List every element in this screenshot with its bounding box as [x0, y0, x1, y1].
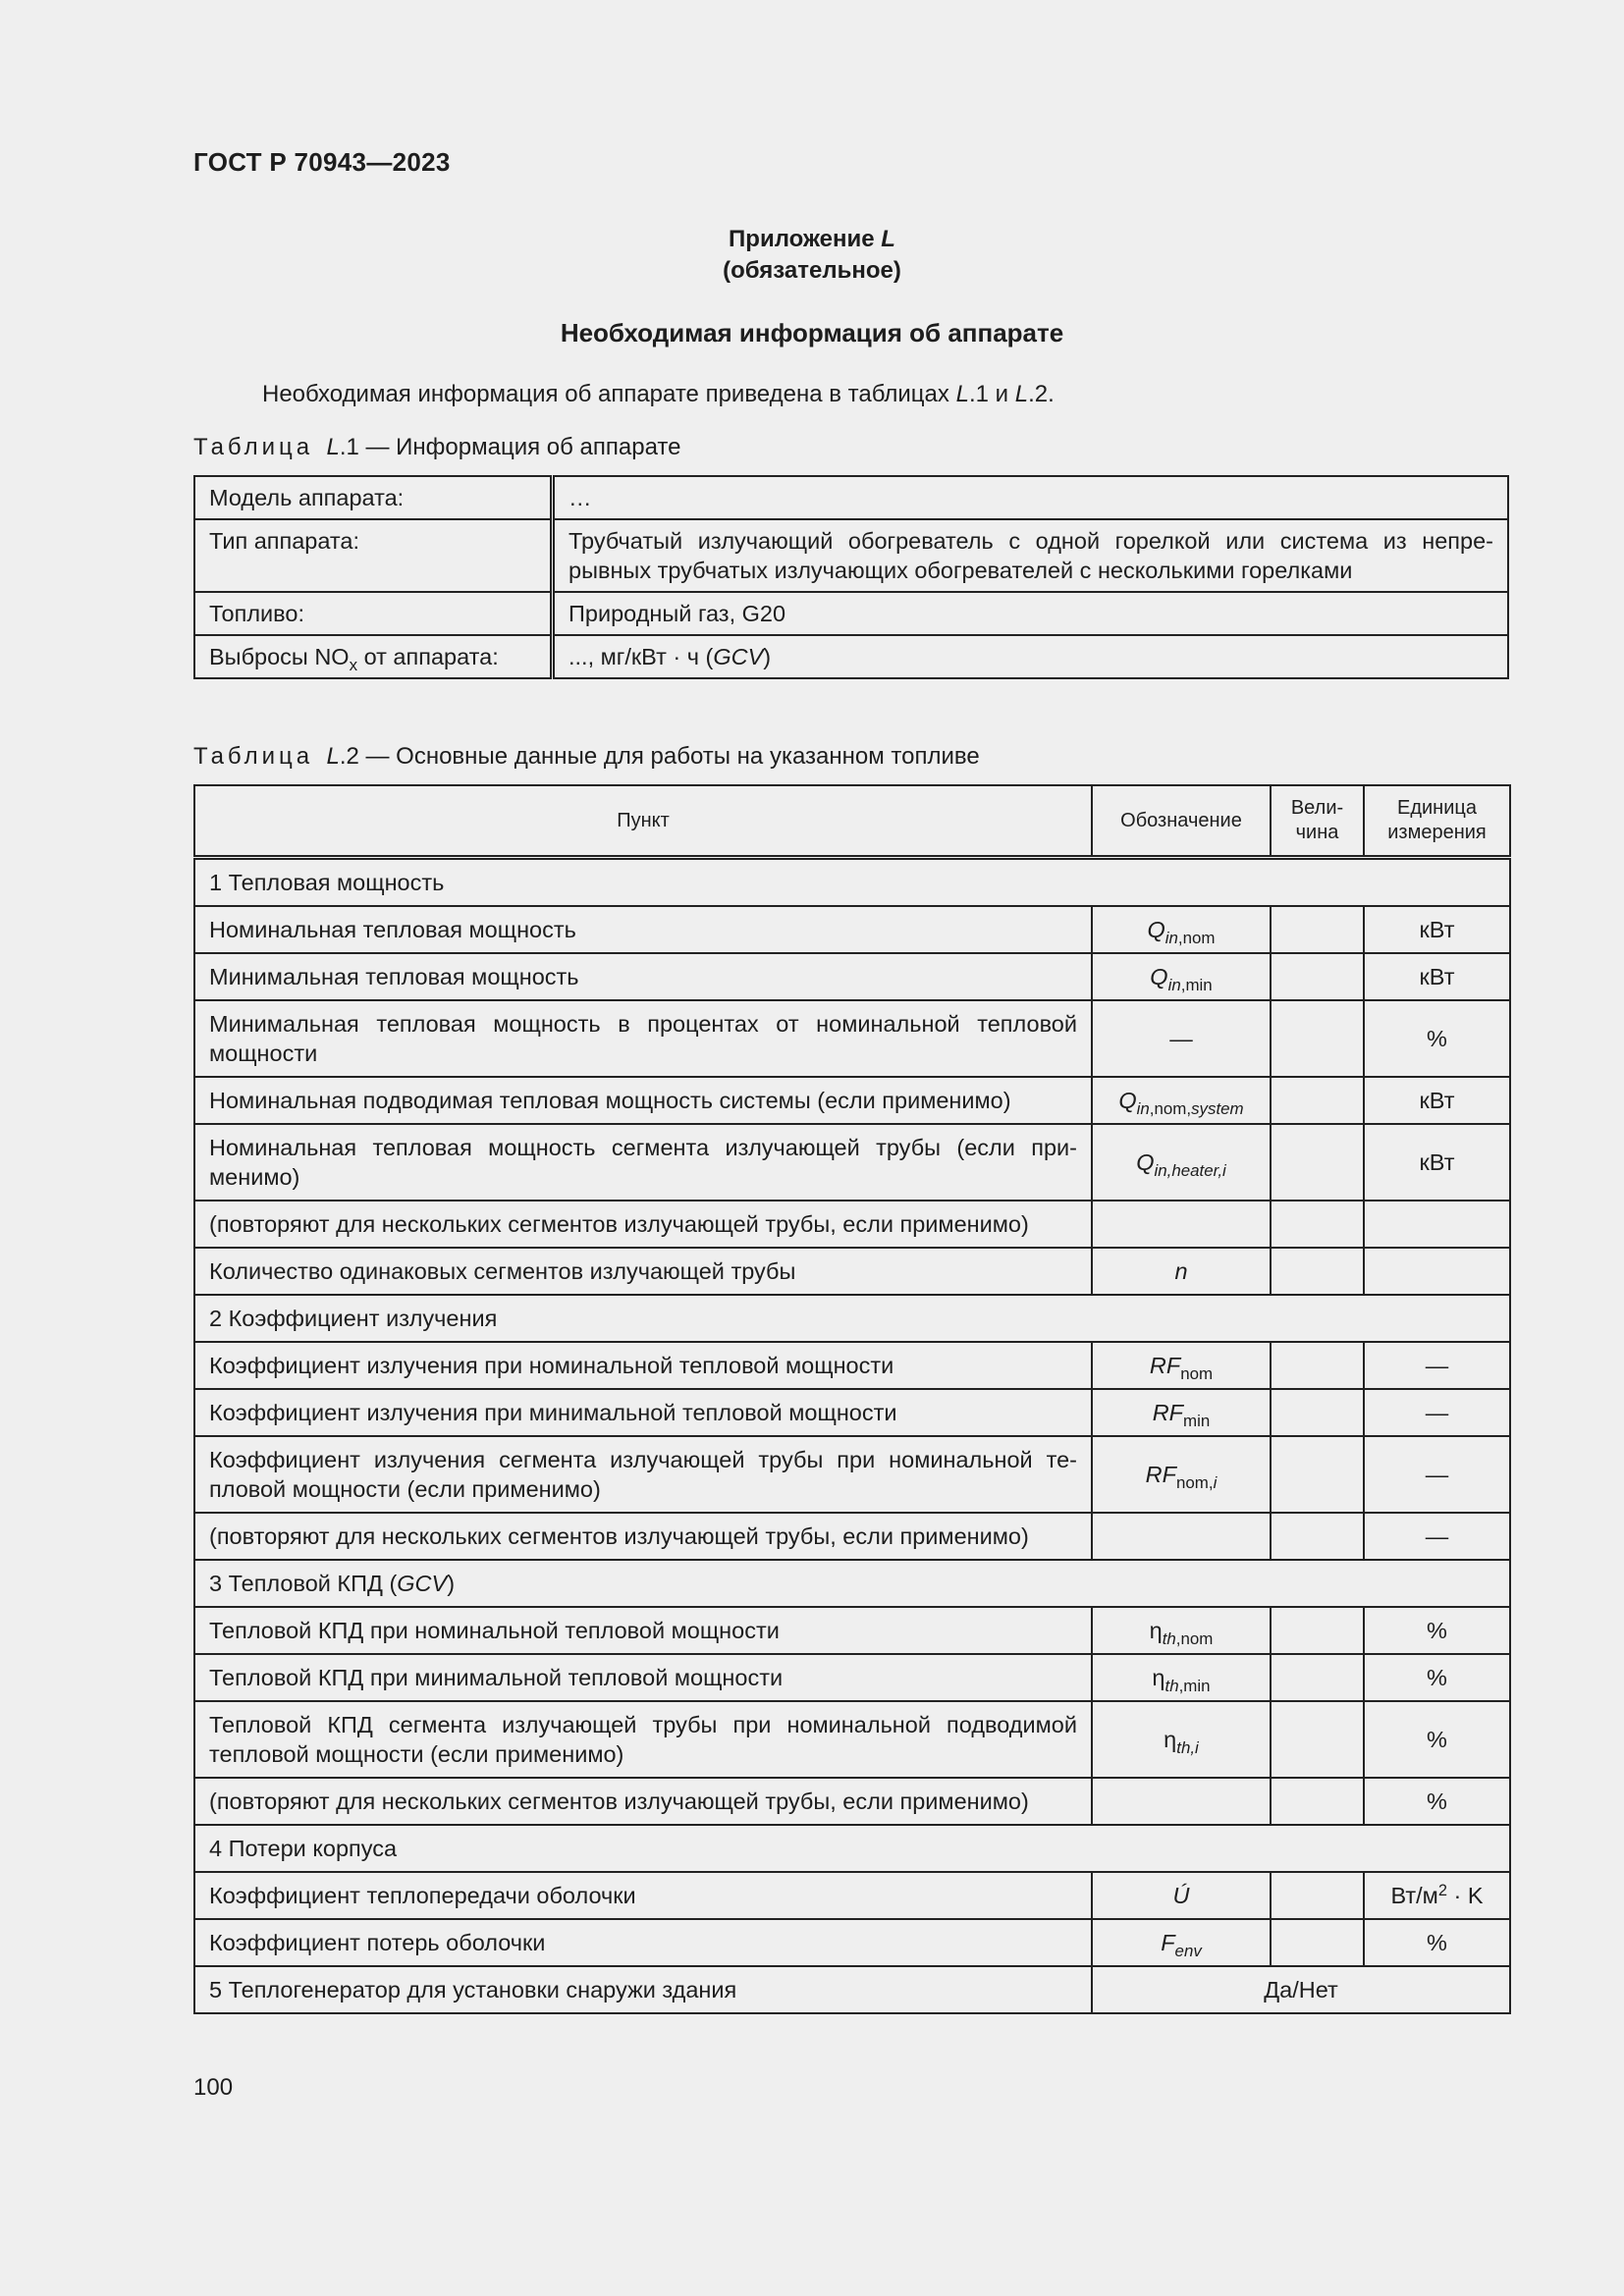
symbol-cell: $F_{env}$ [1092, 1919, 1271, 1966]
symbol-cell [1092, 1778, 1271, 1825]
item-cell: Тепловой КПД при минимальной тепловой мощности [194, 1654, 1092, 1701]
unit-cell: % [1364, 1778, 1510, 1825]
unit-cell: — [1364, 1342, 1510, 1389]
table-row [194, 635, 1508, 678]
symbol-cell: $Q_{in,nom,system}$ [1092, 1077, 1271, 1124]
value-cell [1271, 1919, 1364, 1966]
unit-cell: — [1364, 1389, 1510, 1436]
value-cell [1271, 1513, 1364, 1560]
section-title: 1 Тепловая мощность [194, 858, 1510, 907]
item-cell: Минимальная тепловая мощность [194, 953, 1092, 1000]
table-row [194, 1201, 1510, 1248]
value-cell [1271, 1077, 1364, 1124]
table-row [194, 1342, 1510, 1389]
column-header-unit: Единица измерения [1364, 785, 1510, 858]
table-row [194, 1077, 1510, 1124]
symbol-cell [1092, 1201, 1271, 1248]
table-row [194, 1124, 1510, 1201]
symbol-cell: Ú [1092, 1872, 1271, 1919]
item-cell: (повторяют для нескольких сегментов излучающей трубы, если применимо) [194, 1201, 1092, 1248]
section-title: 5 Теплогенератор для установки снаружи здания [194, 1966, 1092, 2013]
table-cell: Модель аппарата: [194, 476, 553, 519]
table-row [194, 1389, 1510, 1436]
symbol-cell: $Q_{in,nom}$ [1092, 906, 1271, 953]
unit-cell [1364, 1248, 1510, 1295]
value-cell [1271, 1654, 1364, 1701]
appendix-title: Приложение L [729, 226, 895, 252]
table-cell: Тип аппарата: [194, 519, 553, 592]
item-cell: Тепловой КПД при номинальной тепловой мощности [194, 1607, 1092, 1654]
item-cell: Номинальная подводимая тепловая мощность системы (если применимо) [194, 1077, 1092, 1124]
unit-cell: % [1364, 1607, 1510, 1654]
unit-cell: % [1364, 1919, 1510, 1966]
table-row [194, 519, 1508, 592]
value-cell [1271, 1000, 1364, 1077]
table-row [194, 1436, 1510, 1513]
value-cell [1271, 906, 1364, 953]
value-cell [1271, 1124, 1364, 1201]
column-header-value: Вели- чина [1271, 785, 1364, 858]
item-cell: (повторяют для нескольких сегментов излучающей трубы, если применимо) [194, 1513, 1092, 1560]
item-cell: Количество одинаковых сегментов излучающей трубы [194, 1248, 1092, 1295]
item-cell: Коэффициент излучения при минимальной тепловой мощности [194, 1389, 1092, 1436]
column-header-symbol: Обозначение [1092, 785, 1271, 858]
symbol-cell: $RF_{min}$ [1092, 1389, 1271, 1436]
table-row [194, 1919, 1510, 1966]
page-number: 100 [193, 2074, 234, 2101]
table-row [194, 953, 1510, 1000]
table-row [194, 1872, 1510, 1919]
section-row [194, 1560, 1510, 1607]
table-row [194, 1778, 1510, 1825]
table-row [194, 1701, 1510, 1778]
section-title: 3 Тепловой КПД (GCV) [194, 1560, 1510, 1607]
item-cell: Коэффициент излучения при номинальной тепловой мощности [194, 1342, 1092, 1389]
unit-cell: $Вт/м^2 \cdot K$ [1364, 1872, 1510, 1919]
unit-cell: кВт [1364, 1124, 1510, 1201]
intro-paragraph: Необходимая информация об аппарате приведена в таблицах L.1 и L.2. [262, 381, 1055, 407]
unit-cell: — [1364, 1436, 1510, 1513]
symbol-cell: $\eta_{th,nom}$ [1092, 1607, 1271, 1654]
value-cell [1271, 1701, 1364, 1778]
unit-cell: кВт [1364, 1077, 1510, 1124]
table-cell: Топливо: [194, 592, 553, 635]
table-cell: Трубчатый излучающий обогреватель с одной горелкой или система из непре-рывных трубчатых излучающих обогревателей с несколькими горелками [553, 519, 1509, 592]
table-l1 [193, 475, 1509, 679]
table-row [194, 476, 1508, 519]
item-cell: (повторяют для нескольких сегментов излучающей трубы, если применимо) [194, 1778, 1092, 1825]
table-row [194, 1654, 1510, 1701]
unit-cell: кВт [1364, 953, 1510, 1000]
item-cell: Номинальная тепловая мощность [194, 906, 1092, 953]
symbol-cell: $\eta_{th,min}$ [1092, 1654, 1271, 1701]
value-cell [1271, 1389, 1364, 1436]
symbol-cell [1092, 1513, 1271, 1560]
table-l2-caption: Таблица L.2 — Основные данные для работы на указанном топливе [193, 743, 980, 770]
section-row [194, 1295, 1510, 1342]
value-cell [1271, 953, 1364, 1000]
value-cell [1271, 1248, 1364, 1295]
yes-no-cell: Да/Нет [1092, 1966, 1510, 2013]
symbol-cell: n [1092, 1248, 1271, 1295]
unit-cell: — [1364, 1513, 1510, 1560]
table-row [194, 1607, 1510, 1654]
item-cell: Коэффициент излучения сегмента излучающей трубы при номинальной те-пловой мощности (если применимо) [194, 1436, 1092, 1513]
table-row [194, 1000, 1510, 1077]
appendix-status: (обязательное) [723, 257, 901, 284]
table-header-row [194, 785, 1510, 858]
unit-cell: % [1364, 1654, 1510, 1701]
value-cell [1271, 1607, 1364, 1654]
value-cell [1271, 1201, 1364, 1248]
table-cell: Природный газ, G20 [553, 592, 1509, 635]
column-header-item: Пункт [194, 785, 1092, 858]
item-cell: Коэффициент потерь оболочки [194, 1919, 1092, 1966]
table-l2 [193, 784, 1511, 2014]
value-cell [1271, 1778, 1364, 1825]
unit-cell: кВт [1364, 906, 1510, 953]
symbol-cell: $\eta_{th,i}$ [1092, 1701, 1271, 1778]
section-title: 2 Коэффициент излучения [194, 1295, 1510, 1342]
item-cell: Коэффициент теплопередачи оболочки [194, 1872, 1092, 1919]
symbol-cell: $Q_{in,min}$ [1092, 953, 1271, 1000]
section-heading: Необходимая информация об аппарате [560, 318, 1064, 347]
table-row [194, 906, 1510, 953]
value-cell [1271, 1436, 1364, 1513]
section-row [194, 1966, 1510, 2013]
section-row [194, 858, 1510, 907]
section-title: 4 Потери корпуса [194, 1825, 1510, 1872]
item-cell: Тепловой КПД сегмента излучающей трубы при номинальной подводимой тепловой мощности (если применимо) [194, 1701, 1092, 1778]
item-cell: Минимальная тепловая мощность в процентах от номинальной тепловой мощности [194, 1000, 1092, 1077]
table-row [194, 592, 1508, 635]
table-row [194, 1513, 1510, 1560]
table-row [194, 1248, 1510, 1295]
table-cell: Выбросы $NO_x$ от аппарата: [194, 635, 553, 678]
symbol-cell: $RF_{nom}$ [1092, 1342, 1271, 1389]
unit-cell [1364, 1201, 1510, 1248]
symbol-cell: — [1092, 1000, 1271, 1077]
table-cell: … [553, 476, 1509, 519]
document-id: ГОСТ Р 70943—2023 [193, 147, 451, 177]
unit-cell: % [1364, 1701, 1510, 1778]
symbol-cell: $RF_{nom,i}$ [1092, 1436, 1271, 1513]
unit-cell: % [1364, 1000, 1510, 1077]
symbol-cell: $Q_{in,heater,i}$ [1092, 1124, 1271, 1201]
value-cell [1271, 1342, 1364, 1389]
table-cell: ..., мг/кВт · ч (GCV) [553, 635, 1509, 678]
table-l1-caption: Таблица L.1 — Информация об аппарате [193, 434, 681, 460]
section-row [194, 1825, 1510, 1872]
item-cell: Номинальная тепловая мощность сегмента излучающей трубы (если при-менимо) [194, 1124, 1092, 1201]
value-cell [1271, 1872, 1364, 1919]
